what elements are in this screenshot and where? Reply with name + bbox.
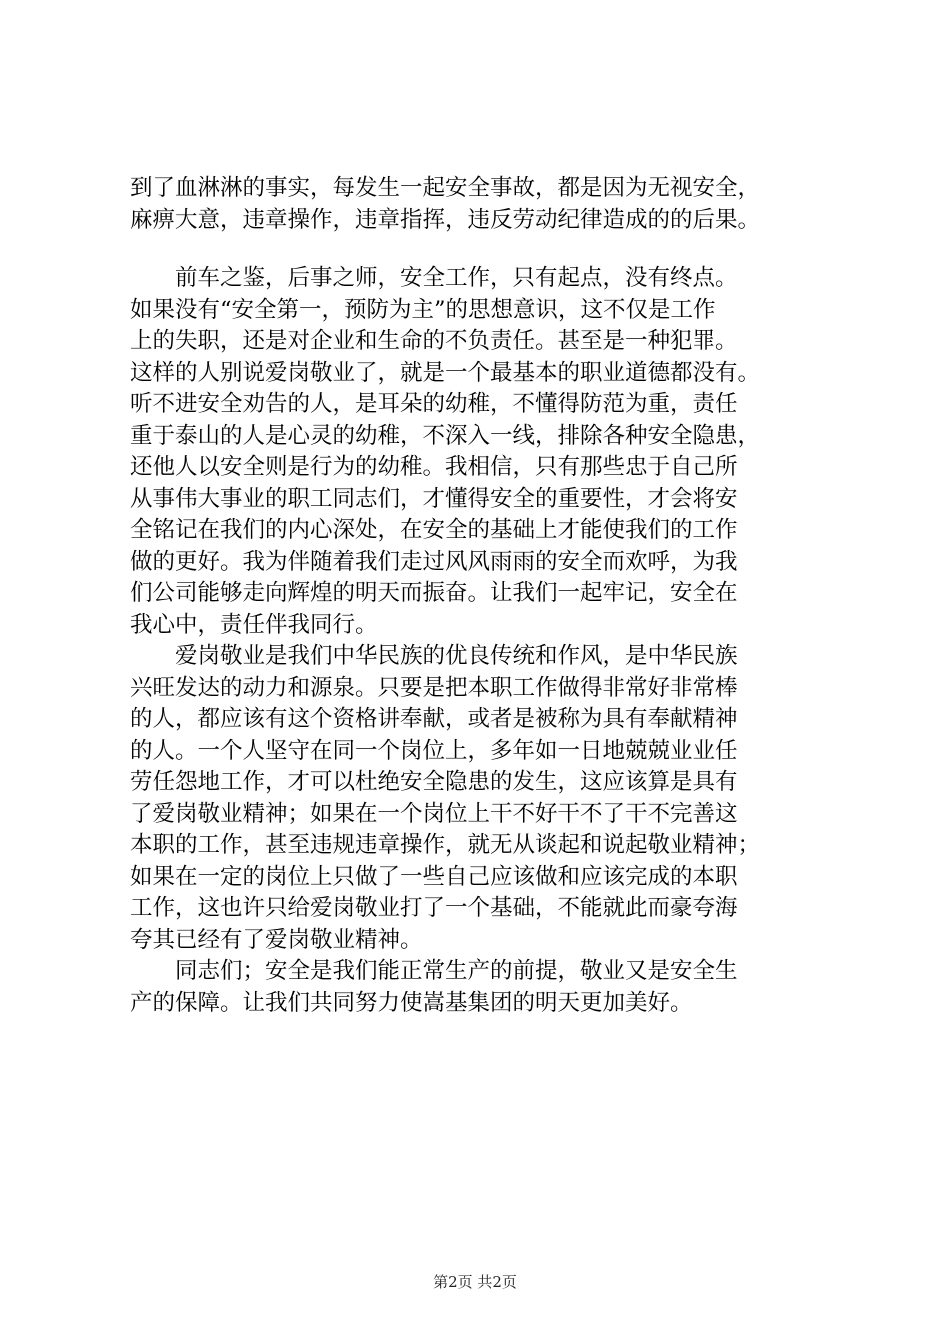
text-line: 的人，都应该有这个资格讲奉献，或者是被称为具有奉献精神 [130, 706, 738, 732]
text-line: 上的失职，还是对企业和生命的不负责任。甚至是一种犯罪。 [130, 328, 738, 354]
text-line: 劳任怨地工作，才可以杜绝安全隐患的发生，这应该算是具有 [130, 769, 738, 795]
text-line: 这样的人别说爱岗敬业了，就是一个最基本的职业道德都没有。 [130, 359, 761, 386]
text-line: 我心中，责任伴我同行。 [130, 611, 378, 638]
paragraph-spacer [130, 236, 830, 263]
text-line: 麻痹大意，违章操作，违章指挥，违反劳动纪律造成的的后果。 [130, 206, 761, 233]
paragraph [130, 263, 830, 641]
text-line: 从事伟大事业的职工同志们，才懂得安全的重要性，才会将安 [130, 485, 738, 512]
text-line: 本职的工作，甚至违规违章操作，就无从谈起和说起敬业精神； [130, 832, 761, 858]
text-line: 听不进安全劝告的人，是耳朵的幼稚，不懂得防范为重，责任 [130, 391, 738, 417]
paragraph [130, 641, 830, 956]
page-number: 第2页 共2页 [433, 1273, 517, 1291]
text-line: 做的更好。我为伴随着我们走过风风雨雨的安全而欢呼，为我 [130, 548, 738, 575]
text-line: 重于泰山的人是心灵的幼稚，不深入一线，排除各种安全隐患， [130, 422, 761, 449]
text-line: 夸其已经有了爱岗敬业精神。 [130, 926, 423, 953]
text-line: 全铭记在我们的内心深处，在安全的基础上才能使我们的工作 [130, 517, 738, 543]
text-line: 还他人以安全则是行为的幼稚。我相信，只有那些忠于自己所 [130, 454, 738, 480]
text-line: 如果在一定的岗位上只做了一些自己应该做和应该完成的本职 [130, 863, 738, 890]
text-line: 产的保障。让我们共同努力使嵩基集团的明天更加美好。 [130, 989, 693, 1016]
text-line: 如果没有“安全第一，预防为主”的思想意识，这不仅是工作 [130, 296, 716, 323]
text-line: 们公司能够走向辉煌的明天而振奋。让我们一起牢记，安全在 [130, 580, 738, 606]
text-line: 兴旺发达的动力和源泉。只要是把本职工作做得非常好非常棒 [130, 674, 738, 701]
text-line: 同志们；安全是我们能正常生产的前提，敬业又是安全生 [130, 958, 738, 984]
body-text [130, 173, 830, 1019]
text-line: 工作，这也许只给爱岗敬业打了一个基础，不能就此而豪夸海 [130, 895, 738, 921]
text-line: 前车之鉴，后事之师，安全工作，只有起点，没有终点。 [130, 265, 738, 291]
text-line: 的人。一个人坚守在同一个岗位上，多年如一日地兢兢业业任 [130, 737, 738, 764]
text-line: 爱岗敬业是我们中华民族的优良传统和作风，是中华民族 [130, 643, 738, 669]
paragraph [130, 173, 830, 236]
text-line: 到了血淋淋的事实，每发生一起安全事故，都是因为无视安全， [130, 175, 761, 201]
text-line: 了爱岗敬业精神；如果在一个岗位上干不好干不了干不完善这 [130, 800, 738, 827]
paragraph [130, 956, 830, 1019]
